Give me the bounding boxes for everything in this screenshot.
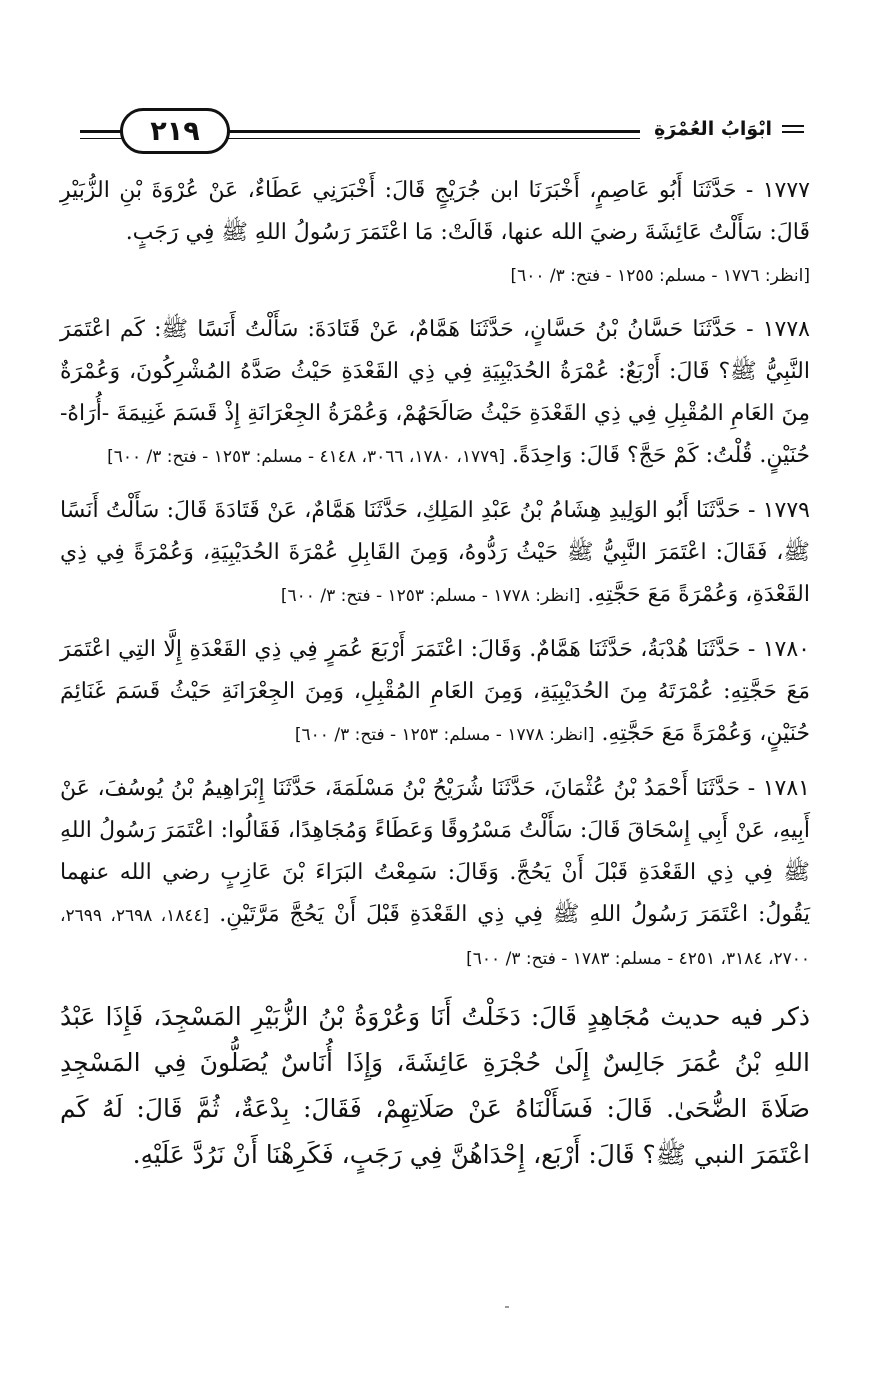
- hadith-reference: [انظر: ١٧٧٨ - مسلم: ١٢٥٣ - فتح: ٣/ ٦٠٠]: [280, 586, 581, 606]
- hadith-text: ١٧٨١ - حَدَّثَنَا أَحْمَدُ بْنُ عُثْمَانَ، حَدَّثَنَا شُرَيْحُ بْنُ مَسْلَمَةَ، حَدَّثَنَا إِبْرَاهِيمُ بْنُ يُوسُفَ، عَنْ أَبِيهِ، عَنْ أَبِي إِسْحَاقَ قَالَ: سَأَلْتُ مَسْرُوقًا وَعَطَاءً وَمُجَاهِدًا، فَقَالُوا: اعْتَمَرَ رَسُولُ اللهِ ﷺ فِي ذِي القَعْدَةِ قَبْلَ أَنْ يَحُجَّ. وَقَالَ: سَمِعْتُ البَرَاءَ بْنَ عَازِبٍ رضي الله عنهما يَقُولُ: اعْتَمَرَ رَسُولُ اللهِ ﷺ فِي ذِي القَعْدَةِ قَبْلَ أَنْ يَحُجَّ مَرَّتَيْنِ.: [60, 776, 811, 927]
- title-marker-lines: [782, 125, 804, 133]
- page-header: [80, 102, 804, 158]
- hadith-1777: [60, 170, 810, 297]
- running-title: ابْوَابُ العُمْرَةِ: [654, 118, 772, 140]
- hadith-1778: [60, 309, 810, 478]
- hadith-1780: [60, 629, 810, 756]
- page-number-badge: [120, 108, 230, 154]
- footer-dot: [505, 1306, 509, 1308]
- hadith-text: ١٧٧٩ - حَدَّثَنَا أَبُو الوَلِيدِ هِشَامُ بْنُ عَبْدِ المَلِكِ، حَدَّثَنَا هَمَّامٌ، عَنْ قَتَادَةَ قَالَ: سَأَلْتُ أَنَسًا ﷺ، فَقَالَ: اعْتَمَرَ النَّبِيُّ ﷺ حَيْثُ رَدُّوهُ، وَمِنَ القَابِلِ عُمْرَةَ الحُدَيْبِيَةِ، وَعُمْرَةً فِي ذِي القَعْدَةِ، وَعُمْرَةً مَعَ حَجَّتِهِ.: [60, 498, 810, 607]
- page-content: [60, 170, 810, 1203]
- hadith-reference: [انظر: ١٧٧٦ - مسلم: ١٢٥٥ - فتح: ٣/ ٦٠٠]: [510, 266, 810, 286]
- hadith-text: ١٧٨٠ - حَدَّثَنَا هُدْبَةُ، حَدَّثَنَا هَمَّامٌ. وَقَالَ: اعْتَمَرَ أَرْبَعَ عُمَرٍ فِي ذِي القَعْدَةِ إِلَّا التِي اعْتَمَرَ مَعَ حَجَّتِهِ: عُمْرَتَهُ مِنَ الحُدَيْبِيَةِ، وَمِنَ العَامِ المُقْبِلِ، وَمِنَ الجِعْرَانَةِ حَيْثُ قَسَمَ غَنَائِمَ حُنَيْنٍ، وَعُمْرَةً مَعَ حَجَّتِهِ.: [60, 637, 810, 746]
- hadith-reference: [١٨٤٤، ٢٦٩٨، ٢٦٩٩، ٢٧٠٠، ٣١٨٤، ٤٢٥١ - مسلم: ١٧٨٣ - فتح: ٣/ ٦٠٠]: [60, 906, 810, 969]
- hadith-reference: [١٧٧٩، ١٧٨٠، ٣٠٦٦، ٤١٤٨ - مسلم: ١٢٥٣ - فتح: ٣/ ٦٠٠]: [107, 447, 505, 467]
- running-title-wrap: [640, 114, 804, 144]
- hadith-text: ١٧٧٧ - حَدَّثَنَا أَبُو عَاصِمٍ، أَخْبَرَنَا ابن جُرَيْجٍ قَالَ: أَخْبَرَنِي عَطَاءٌ، عَنْ عُرْوَةَ بْنِ الزُّبَيْرِ قَالَ: سَأَلْتُ عَائِشَةَ رضيَ الله عنها، قَالَتْ: مَا اعْتَمَرَ رَسُولُ اللهِ ﷺ فِي رَجَبٍ.: [60, 178, 810, 245]
- commentary-paragraph: ذكر فيه حديث مُجَاهِدٍ قَالَ: دَخَلْتُ أَنَا وَعُرْوَةُ بْنُ الزُّبَيْرِ المَسْجِدَ، فَإِذَا عَبْدُ اللهِ بْنُ عُمَرَ جَالِسٌ إِلَىٰ حُجْرَةِ عَائِشَةَ، وَإِذَا أُنَاسٌ يُصَلُّونَ فِي المَسْجِدِ صَلَاةَ الضُّحَىٰ. قَالَ: فَسَأَلْنَاهُ عَنْ صَلَاتِهِمْ، فَقَالَ: بِدْعَةٌ، ثُمَّ قَالَ: لَهُ كَم اعْتَمَرَ النبي ﷺ؟ قَالَ: أَرْبَع، إِحْدَاهُنَّ فِي رَجَبٍ، فَكَرِهْنَا أَنْ نَرُدَّ عَلَيْهِ.: [60, 1002, 810, 1169]
- hadith-text: ١٧٧٨ - حَدَّثَنَا حَسَّانُ بْنُ حَسَّانٍ، حَدَّثَنَا هَمَّامٌ، عَنْ قَتَادَةَ: سَأَلْتُ أَنَسًا ﷺ: كَم اعْتَمَرَ النَّبِيُّ ﷺ؟ قَالَ: أَرْبَعٌ: عُمْرَةُ الحُدَيْبِيَةِ فِي ذِي القَعْدَةِ حَيْثُ صَدَّهُ المُشْرِكُونَ، وَعُمْرَةٌ مِنَ العَامِ المُقْبِلِ فِي ذِي القَعْدَةِ حَيْثُ صَالَحَهُمْ، وَعُمْرَةُ الجِعْرَانَةِ إِذْ قَسَمَ غَنِيمَةَ -أُرَاهُ- حُنَيْنٍ. قُلْتُ: كَمْ حَجَّ؟ قَالَ: وَاحِدَةً.: [60, 317, 810, 468]
- hadith-1779: [60, 490, 810, 617]
- page-number: ٢١٩: [150, 115, 200, 147]
- hadith-1781: [60, 768, 810, 980]
- hadith-reference: [انظر: ١٧٧٨ - مسلم: ١٢٥٣ - فتح: ٣/ ٦٠٠]: [294, 725, 595, 745]
